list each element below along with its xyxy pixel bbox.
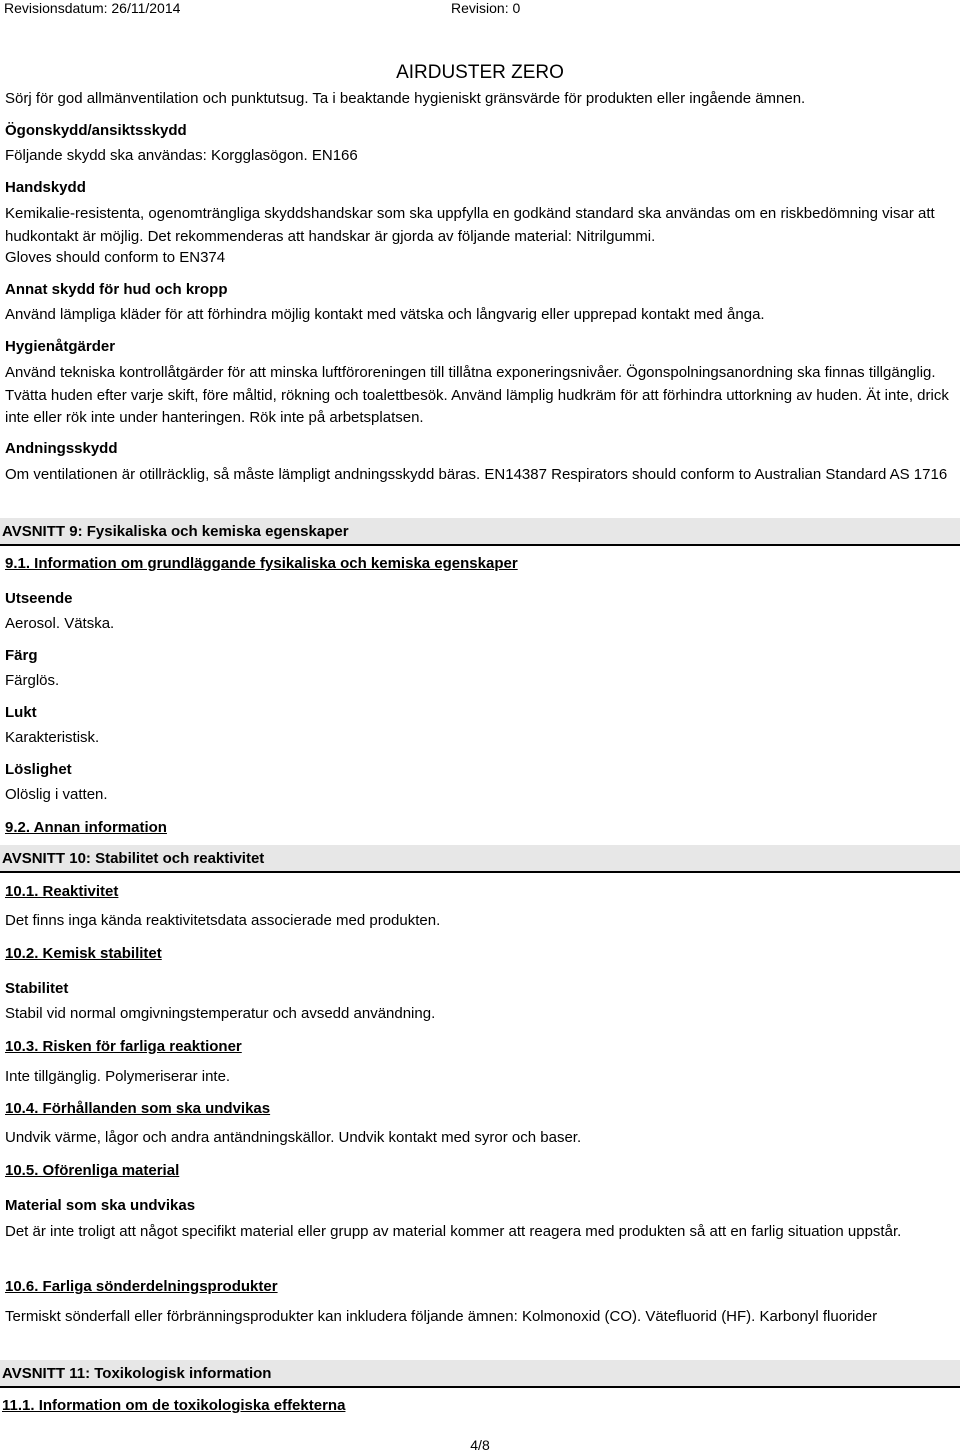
- section-10-title: AVSNITT 10: Stabilitet och reaktivitet: [2, 850, 265, 867]
- body-protection-label: Annat skydd för hud och kropp: [5, 281, 228, 298]
- section-10-3-text: Inte tillgänglig. Polymeriserar inte.: [5, 1068, 231, 1085]
- section-11-header: [0, 1360, 960, 1388]
- prop-value-appearance: Aerosol. Vätska.: [5, 615, 115, 632]
- section-10-1-text: Det finns inga kända reaktivitetsdata associerade med produkten.: [5, 912, 441, 929]
- page-number: 4/8: [470, 1437, 490, 1453]
- revision-date: Revisionsdatum: 26/11/2014: [4, 0, 181, 16]
- materials-to-avoid-label: Material som ska undvikas: [5, 1197, 196, 1214]
- body-protection-text: Använd lämpliga kläder för att förhindra möjlig kontakt med vätska och långvarig eller upprepad kontakt med ånga.: [5, 306, 765, 323]
- section-10-3-heading: 10.3. Risken för farliga reaktioner: [5, 1038, 242, 1055]
- section-10-1-heading: 10.1. Reaktivitet: [5, 883, 119, 900]
- eye-protection-label: Ögonskydd/ansiktsskydd: [5, 122, 187, 139]
- section-9-header: [0, 518, 960, 546]
- revision-number: Revision: 0: [451, 0, 521, 16]
- hand-protection-text2: Gloves should conform to EN374: [5, 249, 226, 266]
- section-9-1-heading: 9.1. Information om grundläggande fysikaliska och kemiska egenskaper: [5, 555, 518, 572]
- section-10-5-heading: 10.5. Oförenliga material: [5, 1162, 180, 1179]
- hygiene-text: Använd tekniska kontrollåtgärder för att minska luftföroreningen till tillåtna exponeringsnivåer. Ögonspolningsanordning ska finnas tillgänglig. Tvätta huden efter varje skift, före måltid, rökning och toalettbesök. Använd lämplig hudkräm för att förhindra uttorkning av huden. Ät inte, drick inte eller rök inte under hanteringen. Rök inte på arbetsplatsen.: [5, 364, 949, 426]
- intro-text: Sörj för god allmänventilation och punktutsug. Ta i beaktande hygieniskt gränsvärde för produkten eller ingående ämnen.: [5, 90, 806, 107]
- section-10-6-text: Termiskt sönderfall eller förbränningsprodukter kan inkludera följande ämnen: Kolmonoxid (CO). Vätefluorid (HF). Karbonyl fluorider: [5, 1308, 878, 1325]
- document-title: AIRDUSTER ZERO: [396, 62, 564, 83]
- prop-value-odor: Karakteristisk.: [5, 729, 100, 746]
- prop-value-color: Färglös.: [5, 672, 60, 689]
- prop-label-color: Färg: [5, 647, 38, 664]
- prop-label-appearance: Utseende: [5, 590, 73, 607]
- respiratory-text: Om ventilationen är otillräcklig, så måste lämpligt andningsskydd bäras. EN14387 Respirators should conform to Australian Standard AS 1716: [5, 466, 948, 483]
- stability-label: Stabilitet: [5, 980, 69, 997]
- section-10-6-heading: 10.6. Farliga sönderdelningsprodukter: [5, 1278, 278, 1295]
- prop-value-solubility: Olöslig i vatten.: [5, 786, 108, 803]
- section-9-2-heading: 9.2. Annan information: [5, 819, 167, 836]
- prop-label-odor: Lukt: [5, 704, 37, 721]
- stability-text: Stabil vid normal omgivningstemperatur och avsedd användning.: [5, 1005, 436, 1022]
- hand-protection-text: Kemikalie-resistenta, ogenomträngliga skyddshandskar som ska uppfylla en godkänd standard ska användas om en riskbedömning visar att hudkontakt är möjlig. Det rekommenderas att handskar är gjorda av följande material: Nitrilgummi.: [5, 205, 935, 245]
- hand-protection-label: Handskydd: [5, 179, 86, 196]
- section-11-1-heading: 11.1. Information om de toxikologiska effekterna: [2, 1397, 346, 1414]
- prop-label-solubility: Löslighet: [5, 761, 72, 778]
- eye-protection-text: Följande skydd ska användas: Korgglasögon. EN166: [5, 147, 358, 164]
- section-9-title: AVSNITT 9: Fysikaliska och kemiska egenskaper: [2, 523, 349, 540]
- section-10-2-heading: 10.2. Kemisk stabilitet: [5, 945, 162, 962]
- section-10-4-heading: 10.4. Förhållanden som ska undvikas: [5, 1100, 271, 1117]
- respiratory-label: Andningsskydd: [5, 440, 118, 457]
- section-10-header: [0, 845, 960, 873]
- materials-to-avoid-text: Det är inte troligt att något specifikt material eller grupp av material kommer att reagera med produkten så att en farlig situation uppstår.: [5, 1223, 902, 1240]
- section-10-4-text: Undvik värme, lågor och andra antändningskällor. Undvik kontakt med syror och baser.: [5, 1129, 582, 1146]
- section-11-title: AVSNITT 11: Toxikologisk information: [2, 1365, 272, 1382]
- hygiene-label: Hygienåtgärder: [5, 338, 116, 355]
